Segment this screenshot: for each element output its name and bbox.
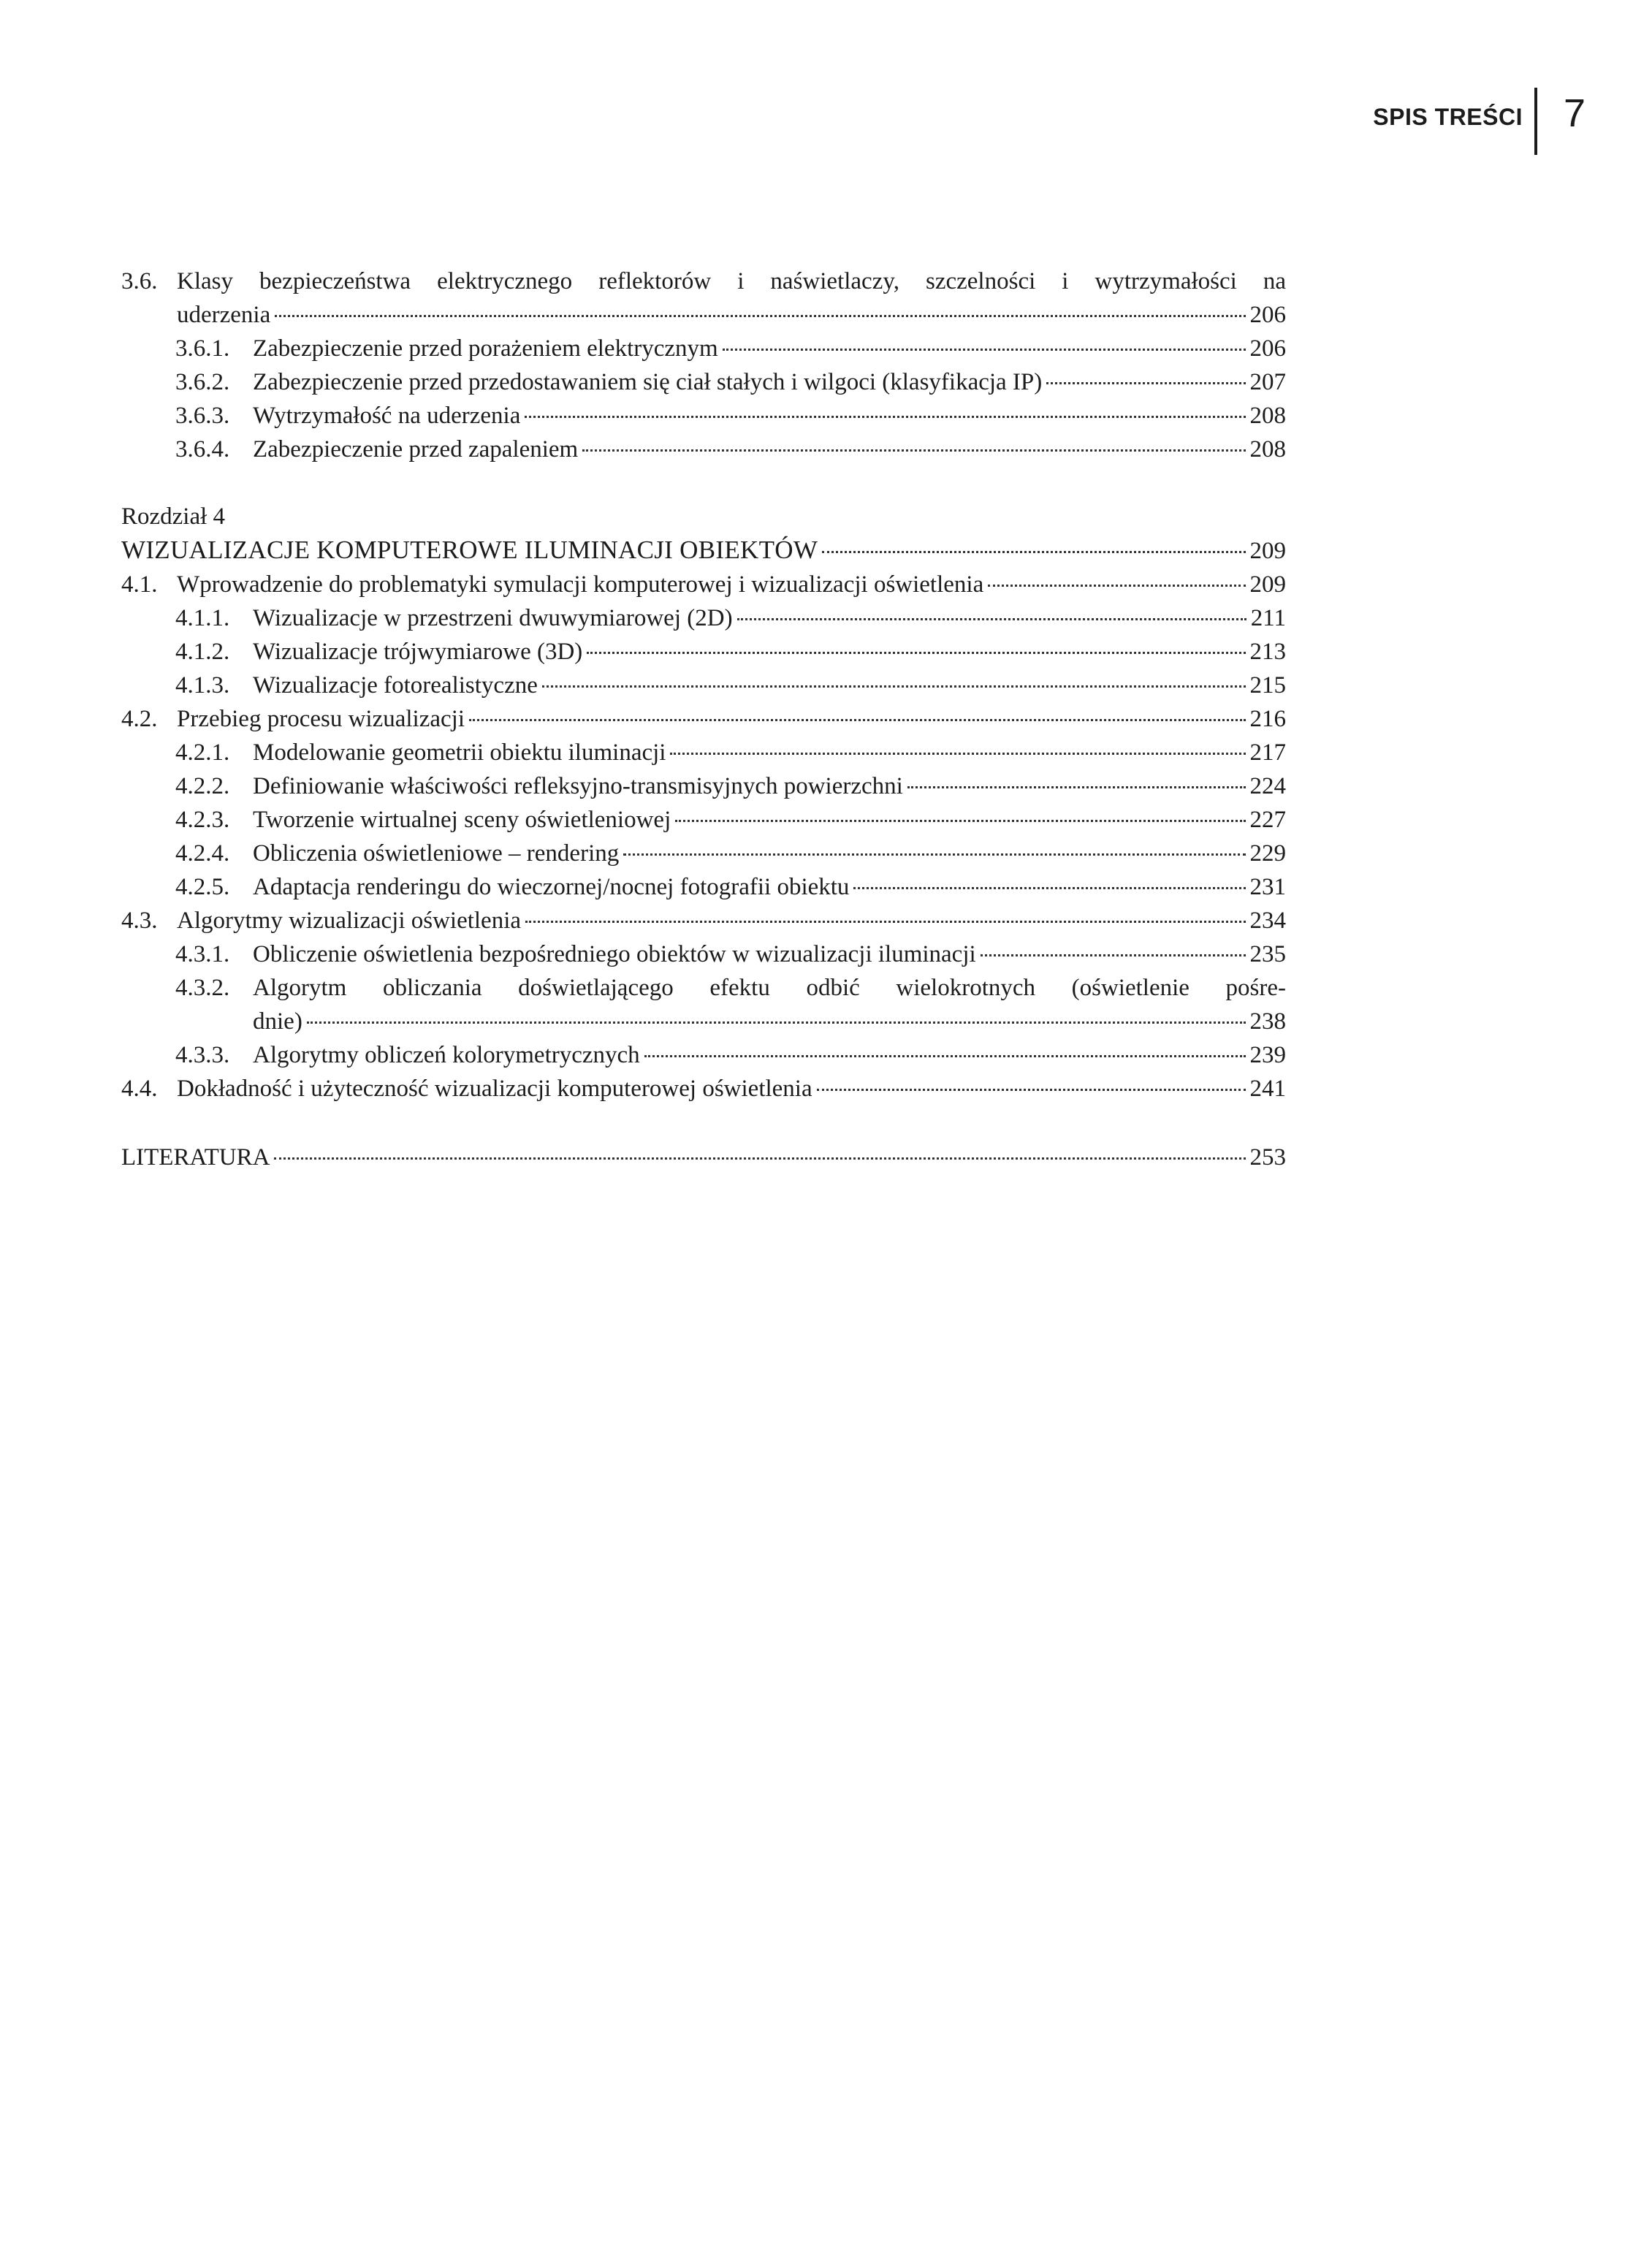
toc-entry-4-3-1[interactable]: [121, 937, 1286, 971]
toc-number: 4.3.1.: [175, 941, 230, 967]
dot-leader: [525, 921, 1245, 923]
toc-page: 241: [1249, 1076, 1286, 1102]
chapter-number: Rozdział 4: [121, 503, 226, 530]
toc-page: 217: [1249, 739, 1286, 766]
dot-leader: [582, 449, 1245, 452]
dot-leader: [587, 652, 1245, 654]
dot-leader: [1046, 382, 1245, 384]
dot-leader: [737, 618, 1246, 620]
toc-entry-3-6-3[interactable]: [121, 399, 1286, 433]
dot-leader: [275, 315, 1245, 317]
toc-title: Definiowanie właściwości refleksyjno-transmisyjnych powierzchni: [253, 773, 903, 799]
toc-title: Wizualizacje trójwymiarowe (3D): [253, 639, 583, 665]
toc-number: 4.3.3.: [175, 1042, 230, 1068]
toc-page: 206: [1249, 335, 1286, 362]
page-number: 7: [1563, 91, 1586, 135]
dot-leader: [723, 349, 1246, 351]
toc-number: 3.6.4.: [175, 436, 230, 463]
toc-entry-4-2-4[interactable]: [121, 837, 1286, 870]
toc-page: 231: [1249, 874, 1286, 900]
toc-entry-4-1-1[interactable]: [121, 601, 1286, 635]
toc-title: Zabezpieczenie przed porażeniem elektrycznym: [253, 335, 718, 362]
toc-page: 227: [1249, 807, 1286, 833]
toc-page: 238: [1249, 1008, 1286, 1035]
toc-entry-4-2-2[interactable]: [121, 769, 1286, 803]
dot-leader: [675, 820, 1245, 822]
toc-entry-chapter-4[interactable]: [121, 533, 1286, 568]
toc-number: 4.2.2.: [175, 773, 230, 799]
toc-entry-4-2[interactable]: [121, 702, 1286, 736]
running-header-title: SPIS TREŚCI: [1373, 104, 1523, 130]
toc-page: 211: [1250, 605, 1286, 631]
toc-entry-3-6-2[interactable]: [121, 365, 1286, 399]
running-header: [1373, 88, 1586, 155]
dot-leader: [670, 753, 1245, 755]
toc-entry-4-3[interactable]: [121, 904, 1286, 937]
toc-number: 4.1.1.: [175, 605, 230, 631]
dot-leader: [623, 853, 1245, 856]
toc-entry-4-3-3[interactable]: [121, 1038, 1286, 1072]
toc-page: 207: [1249, 369, 1286, 395]
toc-title: Zabezpieczenie przed zapaleniem: [253, 436, 579, 463]
dot-leader: [542, 685, 1246, 688]
spacer: [121, 466, 1286, 500]
toc-page: 209: [1249, 538, 1286, 564]
toc-title: Dokładność i użyteczność wizualizacji komputerowej oświetlenia: [177, 1076, 812, 1102]
dot-leader: [469, 719, 1246, 721]
toc-title: Tworzenie wirtualnej sceny oświetleniowej: [253, 807, 671, 833]
toc-entry-4-3-2-continuation[interactable]: [121, 1005, 1286, 1038]
toc-title: Obliczenia oświetleniowe – rendering: [253, 840, 620, 867]
toc-page: 209: [1249, 571, 1286, 598]
toc-page: 253: [1249, 1144, 1286, 1171]
toc-number: 4.4.: [121, 1076, 158, 1102]
toc-page: 206: [1249, 302, 1286, 328]
toc-title: Adaptacja renderingu do wieczornej/nocnej fotografii obiektu: [253, 874, 850, 900]
toc-entry-literatura[interactable]: [121, 1141, 1286, 1174]
toc-number: 4.2.5.: [175, 874, 230, 900]
toc-entry-3-6[interactable]: [121, 265, 1286, 298]
dot-leader: [525, 416, 1245, 418]
toc-page: 239: [1249, 1042, 1286, 1068]
toc-entry-4-4[interactable]: [121, 1072, 1286, 1106]
dot-leader: [307, 1021, 1246, 1024]
toc-entry-4-3-2[interactable]: [121, 971, 1286, 1005]
table-of-contents: [121, 265, 1286, 1174]
toc-page: 208: [1249, 436, 1286, 463]
toc-title: Zabezpieczenie przed przedostawaniem się ciał stałych i wilgoci (klasyfikacja IP): [253, 369, 1043, 395]
toc-number: 3.6.2.: [175, 369, 230, 395]
toc-title: dnie): [253, 1008, 302, 1035]
toc-page: 213: [1249, 639, 1286, 665]
toc-number: 3.6.: [121, 268, 158, 294]
toc-entry-4-1[interactable]: [121, 568, 1286, 601]
toc-entry-4-2-5[interactable]: [121, 870, 1286, 904]
toc-title: Modelowanie geometrii obiektu iluminacji: [253, 739, 666, 766]
dot-leader: [274, 1157, 1245, 1160]
dot-leader: [644, 1055, 1246, 1057]
toc-entry-4-2-3[interactable]: [121, 803, 1286, 837]
toc-number: 4.1.3.: [175, 672, 230, 699]
toc-number: 4.3.: [121, 908, 158, 934]
spacer: [121, 1106, 1286, 1141]
toc-number: 4.2.1.: [175, 739, 230, 766]
toc-title: uderzenia: [177, 302, 271, 328]
toc-number: 4.2.3.: [175, 807, 230, 833]
dot-leader: [853, 887, 1245, 889]
dot-leader: [988, 585, 1245, 587]
toc-page: 215: [1249, 672, 1286, 699]
toc-title: Wizualizacje w przestrzeni dwuwymiarowej (2D): [253, 605, 733, 631]
toc-title: Klasy bezpieczeństwa elektrycznego reflektorów i naświetlaczy, szczelności i wytrzymałości na: [177, 268, 1286, 294]
toc-entry-4-1-3[interactable]: [121, 669, 1286, 702]
dot-leader: [907, 786, 1246, 788]
toc-title: Algorytmy obliczeń kolorymetrycznych: [253, 1042, 640, 1068]
toc-entry-3-6-4[interactable]: [121, 433, 1286, 466]
toc-page: 208: [1249, 403, 1286, 429]
dot-leader: [822, 551, 1245, 553]
toc-entry-4-2-1[interactable]: [121, 736, 1286, 769]
dot-leader: [817, 1089, 1246, 1091]
toc-number: 4.1.2.: [175, 639, 230, 665]
toc-number: 4.2.4.: [175, 840, 230, 867]
toc-title: Wytrzymałość na uderzenia: [253, 403, 521, 429]
header-divider: [1534, 88, 1537, 155]
toc-page: 234: [1249, 908, 1286, 934]
toc-page: 229: [1249, 840, 1286, 867]
toc-entry-3-6-1[interactable]: [121, 332, 1286, 365]
toc-page: 235: [1249, 941, 1286, 967]
toc-number: 3.6.1.: [175, 335, 230, 362]
toc-entry-3-6-continuation[interactable]: [121, 298, 1286, 332]
toc-title: Obliczenie oświetlenia bezpośredniego obiektów w wizualizacji iluminacji: [253, 941, 976, 967]
chapter-label: [121, 500, 1286, 533]
toc-page: 216: [1249, 706, 1286, 732]
dot-leader: [981, 954, 1246, 956]
toc-entry-4-1-2[interactable]: [121, 635, 1286, 669]
toc-number: 3.6.3.: [175, 403, 230, 429]
toc-title: Wizualizacje fotorealistyczne: [253, 672, 538, 699]
toc-title: Wprowadzenie do problematyki symulacji komputerowej i wizualizacji oświetlenia: [177, 571, 984, 598]
toc-page: 224: [1249, 773, 1286, 799]
toc-number: 4.3.2.: [175, 975, 230, 1001]
toc-number: 4.1.: [121, 571, 158, 598]
toc-title: Przebieg procesu wizualizacji: [177, 706, 465, 732]
toc-title: Algorytmy wizualizacji oświetlenia: [177, 908, 522, 934]
toc-title: Algorytm obliczania doświetlającego efektu odbić wielokrotnych (oświetlenie pośre-: [253, 975, 1286, 1001]
chapter-title: WIZUALIZACJE KOMPUTEROWE ILUMINACJI OBIEKTÓW: [121, 536, 818, 564]
toc-title: LITERATURA: [121, 1144, 270, 1171]
toc-number: 4.2.: [121, 706, 158, 732]
